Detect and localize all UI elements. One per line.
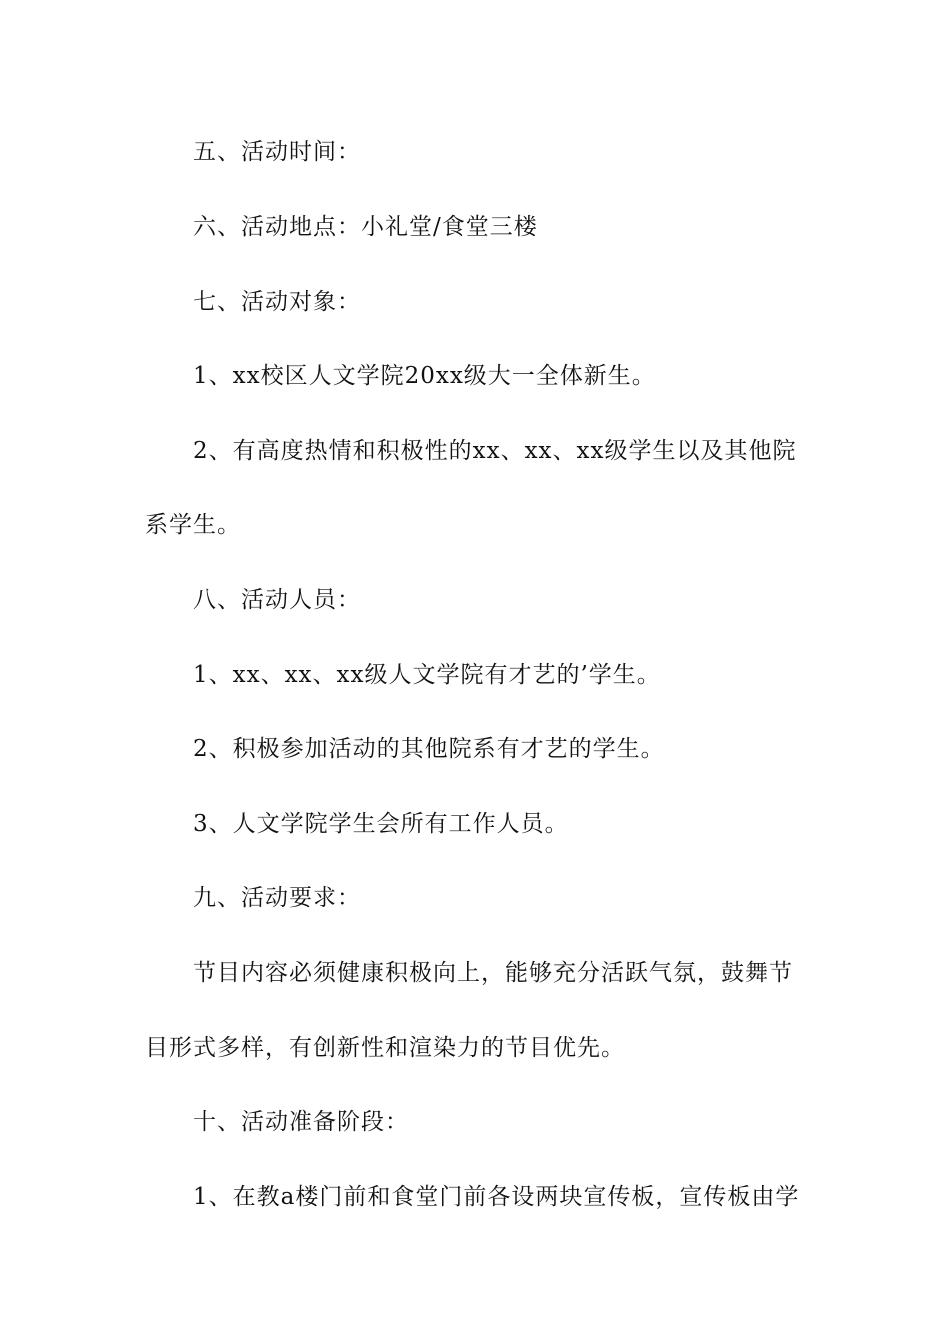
audience-item-2: 2、有高度热情和积极性的xx、xx、xx级学生以及其他院	[193, 438, 797, 464]
section-heading-requirements: 九、活动要求：	[193, 885, 361, 911]
section-heading-time: 五、活动时间：	[193, 139, 361, 165]
requirements-paragraph: 节目内容必须健康积极向上，能够充分活跃气氛，鼓舞节	[193, 960, 793, 986]
audience-item-1: 1、xx校区人文学院20xx级大一全体新生。	[193, 363, 656, 389]
section-heading-audience: 七、活动对象：	[193, 289, 361, 315]
section-heading-location: 六、活动地点：小礼堂/食堂三楼	[193, 214, 538, 240]
requirements-paragraph-continued: 目形式多样，有创新性和渲染力的节目优先。	[145, 1035, 625, 1061]
section-heading-preparation: 十、活动准备阶段：	[193, 1109, 409, 1135]
personnel-item-2: 2、积极参加活动的其他院系有才艺的学生。	[193, 736, 665, 762]
personnel-item-1: 1、xx、xx、xx级人文学院有才艺的’学生。	[193, 662, 661, 688]
preparation-item-1: 1、在教a楼门前和食堂门前各设两块宣传板，宣传板由学	[193, 1184, 800, 1210]
personnel-item-3: 3、人文学院学生会所有工作人员。	[193, 811, 569, 837]
section-heading-personnel: 八、活动人员：	[193, 587, 361, 613]
audience-item-2-continued: 系学生。	[145, 512, 241, 538]
